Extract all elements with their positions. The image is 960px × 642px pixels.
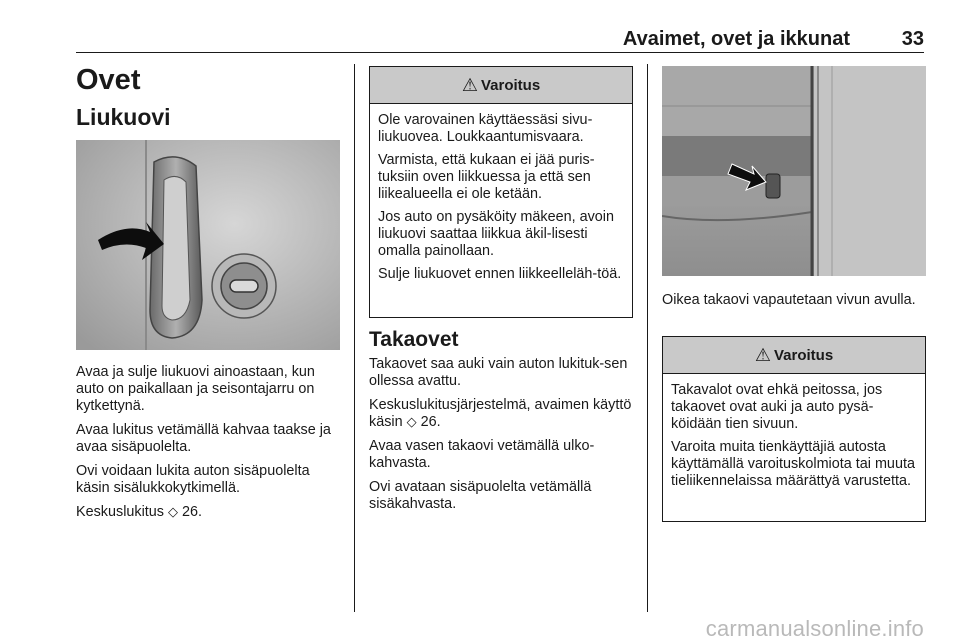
page-number: 33 (901, 28, 924, 50)
column-divider (354, 64, 355, 612)
col2-body (369, 356, 633, 520)
col1-body (76, 364, 340, 528)
rear-door-lever-illustration (662, 66, 926, 276)
warning-box (369, 66, 633, 318)
subsection-heading: Liukuovi (76, 104, 171, 130)
warning-paragraph: Varmista, että kukaan ei jää puris-tuksiin oven liikkuessa ja että sen liikealueella ei ole ketään. (378, 152, 595, 202)
warning-body (663, 374, 925, 500)
reference-page: 26. (420, 414, 441, 430)
page-header-title: Avaimet, ovet ja ikkunat (622, 28, 850, 50)
paragraph: Ovi voidaan lukita auton sisäpuolelta käsin sisälukkokytkimellä. (76, 463, 310, 496)
warning-paragraph: Jos auto on pysäköity mäkeen, avoin liukuovi saattaa liikkua äkil-lisesti omalla painollaan. (378, 209, 614, 259)
reference-page: 26. (181, 504, 202, 520)
sliding-door-handle-illustration (76, 140, 340, 350)
paragraph: Ovi avataan sisäpuolelta vetämällä sisäkahvasta. (369, 479, 592, 512)
paragraph: Takaovet saa auki vain auton lukituk-sen ollessa avattu. (369, 356, 628, 389)
warning-title: Varoitus (773, 346, 834, 364)
paragraph: Avaa ja sulje liukuovi ainoastaan, kun auto on paikallaan ja seisontajarru on kytkettynä. (76, 364, 315, 414)
warning-triangle-icon: ⚠ (461, 74, 478, 95)
section-heading-rear-doors: Takaovet (369, 328, 459, 351)
warning-body (370, 104, 632, 293)
section-heading: Ovet (76, 64, 141, 96)
warning-paragraph: Takavalot ovat ehkä peitossa, jos takaovet ovat auki ja auto pysä-köidään tien sivuun. (671, 382, 883, 432)
warning-paragraph: Sulje liukuovet ennen liikkeelleläh-töä. (378, 266, 622, 282)
warning-header (370, 67, 632, 104)
page-reference-key-manual[interactable] (369, 397, 633, 431)
warning-paragraph: Varoita muita tienkäyttäjiä autosta käyttämällä varoituskolmiota tai muuta tieliikennelaissa määrättyä varustetta. (671, 439, 915, 489)
reference-text: Keskuslukitus (76, 504, 164, 520)
column-divider (647, 64, 648, 612)
page-reference-icon: ◇ (406, 415, 417, 430)
page-reference-icon: ◇ (167, 505, 178, 520)
paragraph: Avaa lukitus vetämällä kahvaa taakse ja avaa sisäpuolelta. (76, 422, 331, 455)
warning-triangle-icon: ⚠ (754, 344, 771, 365)
page-reference-central-locking[interactable] (76, 504, 340, 521)
warning-paragraph: Ole varovainen käyttäessäsi sivu-liukuovea. Loukkaantumisvaara. (378, 112, 593, 145)
watermark: carmanualsonline.info (705, 616, 924, 641)
header-rule (76, 52, 924, 53)
illustration-caption (662, 292, 926, 316)
warning-title: Varoitus (480, 76, 541, 94)
reference-text: Keskuslukitusjärjestelmä, avaimen käyttö käsin (369, 397, 632, 430)
paragraph: Avaa vasen takaovi vetämällä ulko-kahvasta. (369, 438, 595, 471)
caption-text: Oikea takaovi vapautetaan vivun avulla. (662, 292, 916, 308)
warning-header (663, 337, 925, 374)
warning-box (662, 336, 926, 522)
